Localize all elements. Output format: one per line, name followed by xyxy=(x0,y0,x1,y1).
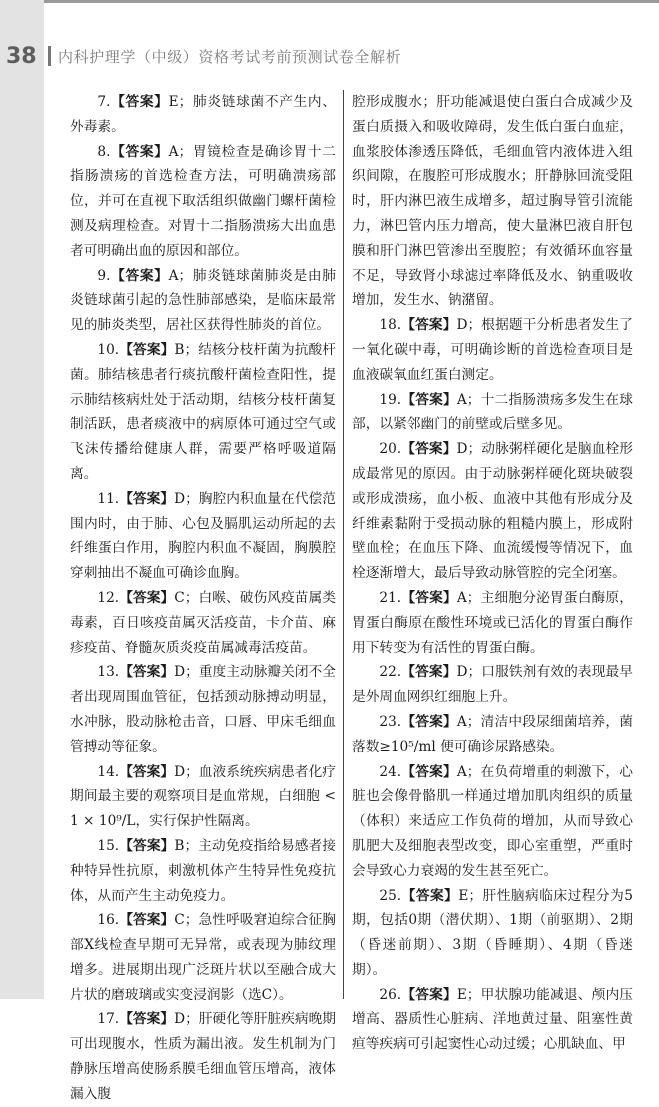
page-number: 38 xyxy=(6,44,37,69)
answer-paragraph xyxy=(70,760,336,834)
answer-tag: 【答案】 xyxy=(119,589,175,606)
question-number: 8. xyxy=(97,143,111,160)
answer-text: D；动脉粥样硬化是脑血栓形成最常见的原因。由于动脉粥样硬化斑块破裂或形成溃疡，血小板、血液中其他有形成分及纤维素黏附于受损动脉的粗糙内膜上，形成附壁血栓；在血压下降、血流缓慢等情况下，血栓逐渐增大，最后导致动脉管腔的完全闭塞。 xyxy=(352,441,633,582)
left-column xyxy=(70,90,336,1107)
answer-tag: 【答案】 xyxy=(401,589,457,606)
answer-paragraph xyxy=(70,908,336,1007)
answer-text: D；口服铁剂有效的表现最早是外周血网织红细胞上升。 xyxy=(352,664,633,706)
answer-tag: 【答案】 xyxy=(401,391,457,408)
question-number: 19. xyxy=(379,391,402,408)
question-number: 12. xyxy=(97,589,120,606)
question-number: 10. xyxy=(97,341,120,358)
side-margin-bar xyxy=(0,0,44,999)
question-number: 24. xyxy=(379,763,402,780)
answer-paragraph xyxy=(352,313,633,387)
question-number: 7. xyxy=(97,94,111,110)
running-header-title: 内科护理学（中级）资格考试考前预测试卷全解析 xyxy=(58,48,402,66)
answer-tag: 【答案】 xyxy=(119,664,175,681)
answer-paragraph xyxy=(352,710,633,760)
answer-text: E；肝性脑病临床过程分为5期，包括0期（潜伏期）、1期（前驱期）、2期（昏迷前期）、3期（昏睡期）、4期（昏迷期）。 xyxy=(352,887,633,978)
answer-text: B；结核分枝杆菌为抗酸杆菌。肺结核患者行痰抗酸杆菌检查阳性，提示肺结核病灶处于活动期，结核分枝杆菌复制活跃，患者痰液中的病原体可通过空气或飞沫传播给健康人群，需要严格呼吸道隔离。 xyxy=(70,341,336,482)
answer-tag: 【答案】 xyxy=(119,341,175,358)
answer-paragraph xyxy=(70,660,336,759)
question-number: 9. xyxy=(97,267,111,284)
question-number: 14. xyxy=(97,763,120,780)
question-number: 16. xyxy=(97,912,120,929)
right-column xyxy=(352,90,633,1057)
question-number: 20. xyxy=(379,441,402,458)
answer-tag: 【答案】 xyxy=(110,94,169,110)
answer-paragraph xyxy=(70,834,336,908)
answer-tag: 【答案】 xyxy=(401,887,459,904)
answer-paragraph xyxy=(352,983,633,1057)
answer-tag: 【答案】 xyxy=(119,763,175,780)
answer-text: A；在负荷增重的刺激下，心脏也会像骨骼肌一样通过增加肌肉组织的质量（体积）来适应工作负荷的增加，从而导致心肌肥大及细胞表型改变，即心室重塑，严重时会导致心力衰竭的发生甚至死亡。 xyxy=(352,763,633,879)
answer-text: 腔形成腹水；肝功能减退使白蛋白合成减少及蛋白质摄入和吸收障碍，发生低白蛋白血症，血浆胶体渗透压降低，毛细血管内液体进入组织间隙，在腹腔可形成腹水；肝静脉回流受阻时，肝内淋巴液生成增多，超过胸导管引流能力，淋巴管内压力增高，使大量淋巴液自肝包膜和肝门淋巴管渗出至腹腔；有效循环血容量不足，导致肾小球滤过率降低及水、钠重吸收增加，发生水、钠潴留。 xyxy=(352,94,633,309)
answer-text: B；主动免疫指给易感者接种特异性抗原，刺激机体产生特异性免疫抗体，从而产生主动免疫力。 xyxy=(70,837,336,904)
answer-tag: 【答案】 xyxy=(401,664,457,681)
answer-text: D；血液系统疾病患者化疗期间最主要的观察项目是血常规，白细胞 < 1 × 10⁹/L，实行保护性隔离。 xyxy=(70,763,336,830)
answer-text: E；甲状腺功能减退、颅内压增高、器质性心脏病、洋地黄过量、阻塞性黄疸等疾病可引起窦性心动过缓；心肌缺血、甲 xyxy=(352,986,633,1053)
question-number: 22. xyxy=(379,664,402,681)
answer-tag: 【答案】 xyxy=(119,837,175,854)
answer-tag: 【答案】 xyxy=(401,763,457,780)
answer-paragraph xyxy=(352,90,633,313)
answer-text: E；肺炎链球菌不产生内、外毒素。 xyxy=(70,94,336,135)
answer-paragraph xyxy=(352,660,633,710)
question-number: 21. xyxy=(379,589,402,606)
answer-tag: 【答案】 xyxy=(119,912,175,929)
answer-text: A；清洁中段尿细菌培养，菌落数≥10⁵/ml 便可确诊尿路感染。 xyxy=(352,713,633,755)
answer-paragraph xyxy=(352,437,633,586)
answer-tag: 【答案】 xyxy=(110,267,169,284)
question-number: 17. xyxy=(97,1011,120,1028)
question-number: 25. xyxy=(379,887,402,904)
top-rule xyxy=(0,0,659,3)
answer-text: C；白喉、破伤风疫苗属类毒素，百日咳疫苗属灭活疫苗，卡介苗、麻疹疫苗、脊髓灰质炎疫苗属减毒活疫苗。 xyxy=(70,589,336,656)
answer-tag: 【答案】 xyxy=(119,490,175,507)
answer-paragraph xyxy=(70,140,336,264)
answer-paragraph xyxy=(70,264,336,338)
answer-tag: 【答案】 xyxy=(401,317,457,334)
answer-text: C；急性呼吸窘迫综合征胸部X线检查早期可无异常，或表现为肺纹理增多。进展期出现广泛斑片状以至融合成大片状的磨玻璃或实变浸润影（选C）。 xyxy=(70,912,336,1003)
answer-paragraph xyxy=(352,388,633,438)
answer-text: A；主细胞分泌胃蛋白酶原，胃蛋白酶原在酸性环境或已活化的胃蛋白酶作用下转变为有活性的胃蛋白酶。 xyxy=(352,589,633,656)
answer-paragraph xyxy=(70,586,336,660)
answer-paragraph xyxy=(352,586,633,660)
answer-text: D；胸腔内积血量在代偿范围内时，由于肺、心包及膈肌运动所起的去纤维蛋白作用，胸腔内积血不凝固，胸膜腔穿刺抽出不凝血可确诊血胸。 xyxy=(70,490,336,582)
answer-text: A；胃镜检查是确诊胃十二指肠溃疡的首选检查方法，可明确溃疡部位，并可在直视下取活组织做幽门螺杆菌检测及病理检查。对胃十二指肠溃疡大出血患者可明确出血的原因和部位。 xyxy=(70,143,336,259)
answer-text: D；肝硬化等肝脏疾病晚期可出现腹水，性质为漏出液。发生机制为门静脉压增高使肠系膜毛细血管压增高，液体漏入腹 xyxy=(70,1011,336,1102)
answer-tag: 【答案】 xyxy=(119,1011,175,1028)
question-number: 26. xyxy=(379,986,402,1003)
answer-paragraph xyxy=(70,90,336,140)
answer-text: D；重度主动脉瓣关闭不全者出现周围血管征，包括颈动脉搏动明显，水冲脉，股动脉枪击音，口唇、甲床毛细血管搏动等征象。 xyxy=(70,664,336,755)
answer-paragraph xyxy=(352,884,633,983)
answer-paragraph xyxy=(352,760,633,884)
question-number: 18. xyxy=(379,317,402,334)
question-number: 15. xyxy=(97,837,120,854)
answer-tag: 【答案】 xyxy=(401,986,457,1003)
answer-tag: 【答案】 xyxy=(401,441,457,458)
question-number: 11. xyxy=(97,490,120,507)
answer-text: D；根据题干分析患者发生了一氧化碳中毒，可明确诊断的首选检查项目是血液碳氧血红蛋白测定。 xyxy=(352,317,633,383)
answer-paragraph xyxy=(70,487,336,586)
answer-tag: 【答案】 xyxy=(401,713,457,730)
answer-text: A；肺炎链球菌肺炎是由肺炎链球菌引起的急性肺部感染，是临床最常见的肺炎类型，居社区获得性肺炎的首位。 xyxy=(70,267,336,334)
answer-tag: 【答案】 xyxy=(110,143,169,160)
answer-paragraph xyxy=(70,1007,336,1106)
header-divider xyxy=(48,46,51,66)
question-number: 13. xyxy=(97,664,120,681)
answer-text: A；十二指肠溃疡多发生在球部，以紧邻幽门的前壁或后壁多见。 xyxy=(352,391,633,433)
question-number: 23. xyxy=(379,713,402,730)
column-divider xyxy=(343,90,344,999)
answer-paragraph xyxy=(70,338,336,487)
